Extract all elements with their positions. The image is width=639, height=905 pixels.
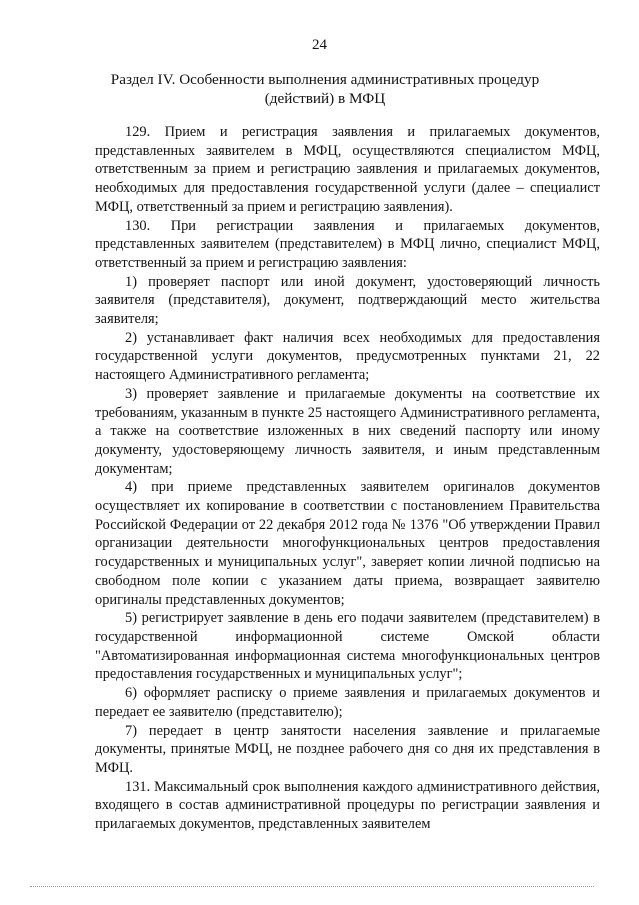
- document-body: [95, 123, 600, 834]
- paragraph-130: 130. При регистрации заявления и прилагаемых документов, представленных заявителем (представителем) в МФЦ лично, специалист МФЦ, ответственный за прием и регистрацию заявления:: [95, 217, 600, 271]
- scan-edge-line: [30, 886, 594, 887]
- list-item-5: 5) регистрирует заявление в день его подачи заявителем (представителем) в государственной информационной системе Омской области "Автоматизированная информационная система многофункциональных центров предоставления государственных и муниципальных услуг";: [95, 610, 600, 683]
- section-heading-line-1: Раздел IV. Особенности выполнения административных процедур: [110, 71, 540, 88]
- paragraph-129: 129. Прием и регистрация заявления и прилагаемых документов, представленных заявителем в МФЦ, осуществляются специалистом МФЦ, ответственным за прием и регистрацию заявления и прилагаемых документов, необходимых для предоставления государственной услуги (далее – специалист МФЦ, ответственный за прием и регистрацию заявления).: [95, 124, 600, 215]
- section-heading: [100, 70, 550, 108]
- page-number: 24: [312, 37, 327, 53]
- list-item-6: 6) оформляет расписку о приеме заявления и прилагаемых документов и передает ее заявителю (представителю);: [95, 685, 600, 720]
- list-item-7: 7) передает в центр занятости населения заявление и прилагаемые документы, принятые МФЦ, не позднее рабочего дня со дня их представления в МФЦ.: [95, 722, 600, 776]
- section-heading-line-2: (действий) в МФЦ: [264, 90, 386, 107]
- list-item-2: 2) устанавливает факт наличия всех необходимых для предоставления государственной услуги документов, предусмотренных пунктами 21, 22 настоящего Административного регламента;: [95, 329, 600, 384]
- paragraph-131: 131. Максимальный срок выполнения каждого административного действия, входящего в состав административной процедуры по регистрации заявления и прилагаемых документов, представленных заявителем: [95, 778, 600, 833]
- list-item-1: 1) проверяет паспорт или иной документ, удостоверяющий личность заявителя (представителя), документ, подтверждающий место жительства заявителя;: [95, 273, 600, 328]
- list-item-4: 4) при приеме представленных заявителем оригиналов документов осуществляет их копирование в соответствии с постановлением Правительства Российской Федерации от 22 декабря 2012 года № 1376 "Об утверждении Правил организации деятельности многофункциональных центров предоставления государственных и муниципальных услуг", заверяет копии личной подписью на свободном поле копии с указанием даты приема, возвращает заявителю оригиналы представленных документов;: [95, 479, 600, 608]
- list-item-3: 3) проверяет заявление и прилагаемые документы на соответствие их требованиям, указанным в пункте 25 настоящего Административного регламента, а также на соответствие изложенных в них сведений паспорту или иному документу, удостоверяющему личность заявителя, и иным представленным документам;: [95, 385, 600, 477]
